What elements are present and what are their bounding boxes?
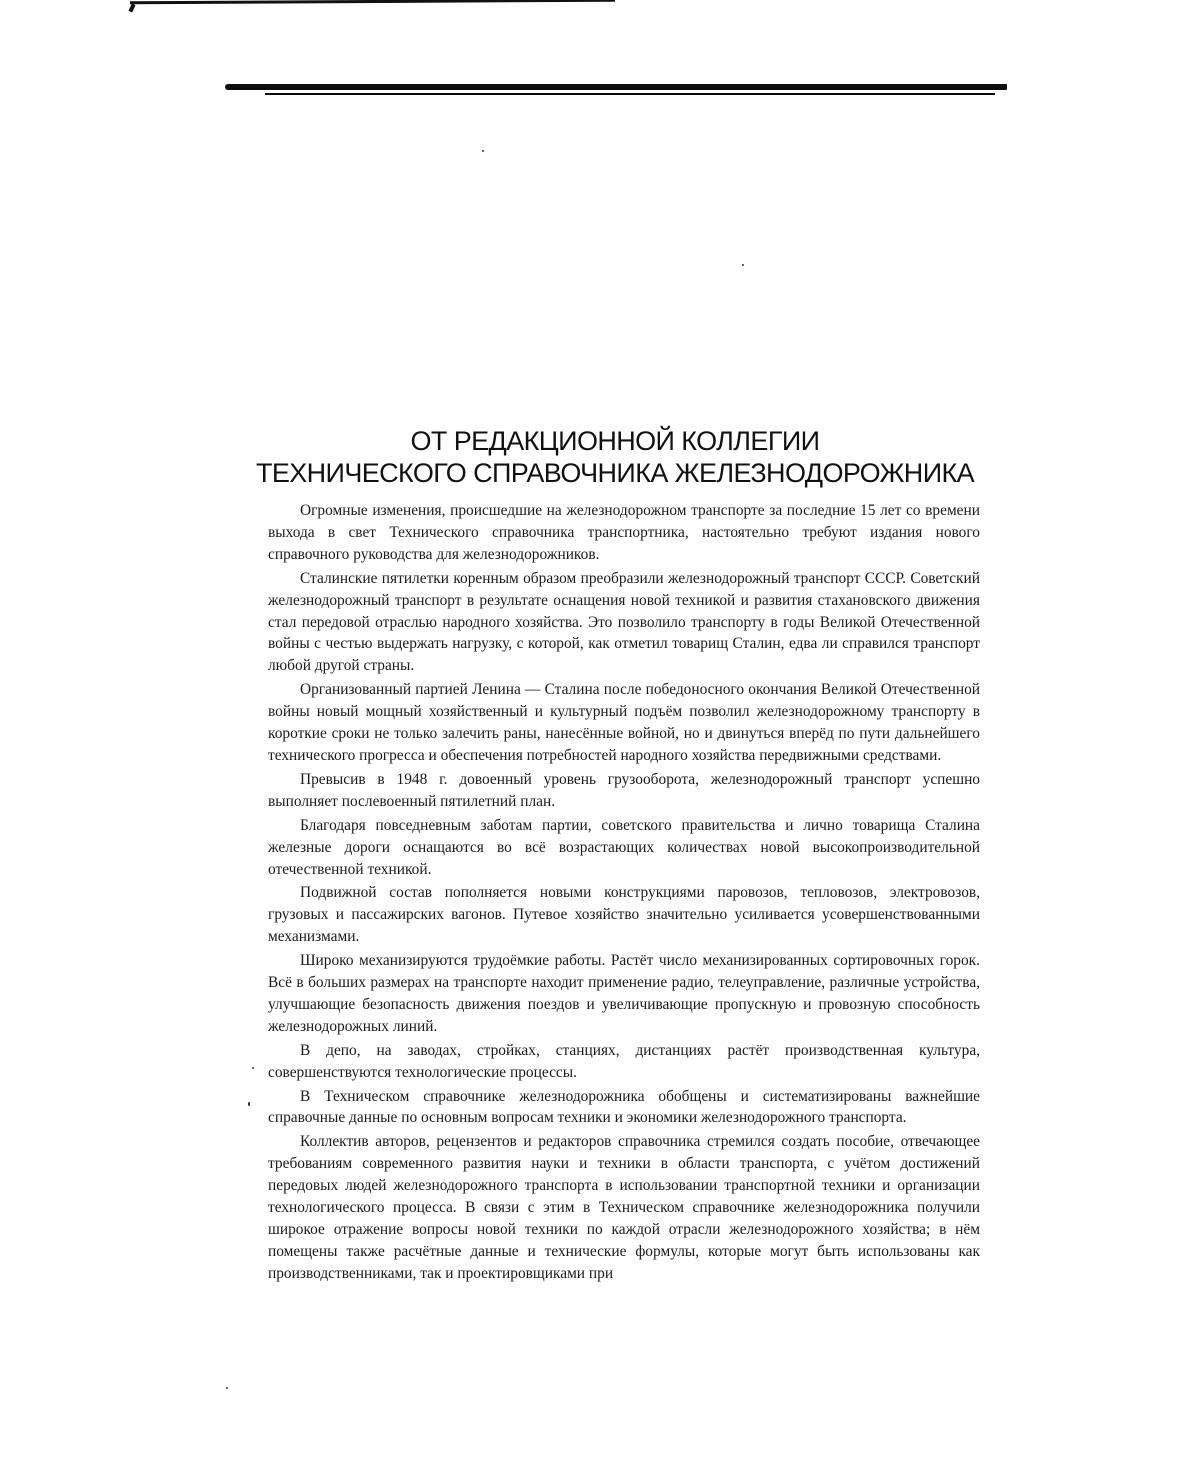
scan-speck <box>482 150 484 152</box>
paragraph: Огромные изменения, происшедшие на железнодорожном транспорте за последние 15 лет со времени выхода в свет Технического справочника транспортника, настоятельно требуют издания нового справочного руководства для железнодорожников. <box>268 502 980 563</box>
scan-speck <box>248 1102 250 1106</box>
header-rule-thick <box>225 84 1007 90</box>
paragraph: Широко механизируются трудоёмкие работы. Растёт число механизированных сортировочных горок. Всё в больших размерах на транспорте находит применение радио, телеуправление, различные устройства, улучшающие безопасность движения поездов и увеличивающие пропускную и провозную способность железнодорожных линий. <box>268 952 980 1035</box>
body-text <box>268 500 980 1287</box>
title-line-2: ТЕХНИЧЕСКОГО СПРАВОЧНИКА ЖЕЛЕЗНОДОРОЖНИКА <box>255 458 975 488</box>
scan-speck <box>226 1387 228 1389</box>
paragraph: Превысив в 1948 г. довоенный уровень грузооборота, железнодорожный транспорт успешно выполняет послевоенный пятилетний план. <box>268 770 980 810</box>
scan-speck <box>252 1067 254 1069</box>
scan-speck <box>742 264 744 266</box>
paragraph: Подвижной состав пополняется новыми конструкциями паровозов, тепловозов, электровозов, грузовых и пассажирских вагонов. Путевое хозяйство значительно усиливается усовершенствованными механизмами. <box>268 884 980 946</box>
scan-edge-mark <box>130 0 615 4</box>
page-title <box>235 425 995 489</box>
paragraph: В депо, на заводах, стройках, станциях, дистанциях растёт производственная культура, совершенствуются технологические процессы. <box>268 1041 980 1081</box>
paragraph: Организованный партией Ленина — Сталина после победоносного окончания Великой Отечественной войны новый мощный хозяйственный и культурный подъём позволил железнодорожному транспорту в короткие сроки не только залечить раны, нанесённые войной, но и двинуться вперёд по пути дальнейшего технического прогресса и обеспечения потребностей народного хозяйства передвижными средствами. <box>268 681 980 764</box>
paragraph: Благодаря повседневным заботам партии, советского правительства и лично товарища Сталина железные дороги оснащаются во всё возрастающих количествах новой высокопроизводительной отечественной техникой. <box>268 816 980 878</box>
paragraph: Сталинские пятилетки коренным образом преобразили железнодорожный транспорт СССР. Советский железнодорожный транспорт в результате оснащения новой техникой и развития стахановского движения стал передовой отраслью народного хозяйства. Это позволило транспорту в годы Великой Отечественной войны с честью выдержать нагрузку, с которой, как отметил товарищ Сталин, едва ли справился транспорт любой другой страны. <box>268 569 980 675</box>
paragraph: Коллектив авторов, рецензентов и редакторов справочника стремился создать пособие, отвечающее требованиям современного развития науки и техники в области транспорта, с учётом достижений передовых людей железнодорожного транспорта в использовании транспортной техники и организации технологического процесса. В связи с этим в Техническом справочнике железнодорожника получили широкое отражение вопросы новой техники по каждой отрасли железнодорожного хозяйства; в нём помещены также расчётные данные и технические формулы, которые могут быть использованы как производственниками, так и проектировщиками при <box>268 1133 980 1282</box>
header-rule <box>225 84 1007 93</box>
header-rule-thin <box>265 93 995 95</box>
title-line-1: ОТ РЕДАКЦИОННОЙ КОЛЛЕГИИ <box>410 426 820 456</box>
paragraph: В Техническом справочнике железнодорожника обобщены и систематизированы важнейшие справочные данные по основным вопросам техники и экономики железнодорожного транспорта. <box>268 1087 980 1127</box>
scan-edge-tick <box>128 4 135 13</box>
